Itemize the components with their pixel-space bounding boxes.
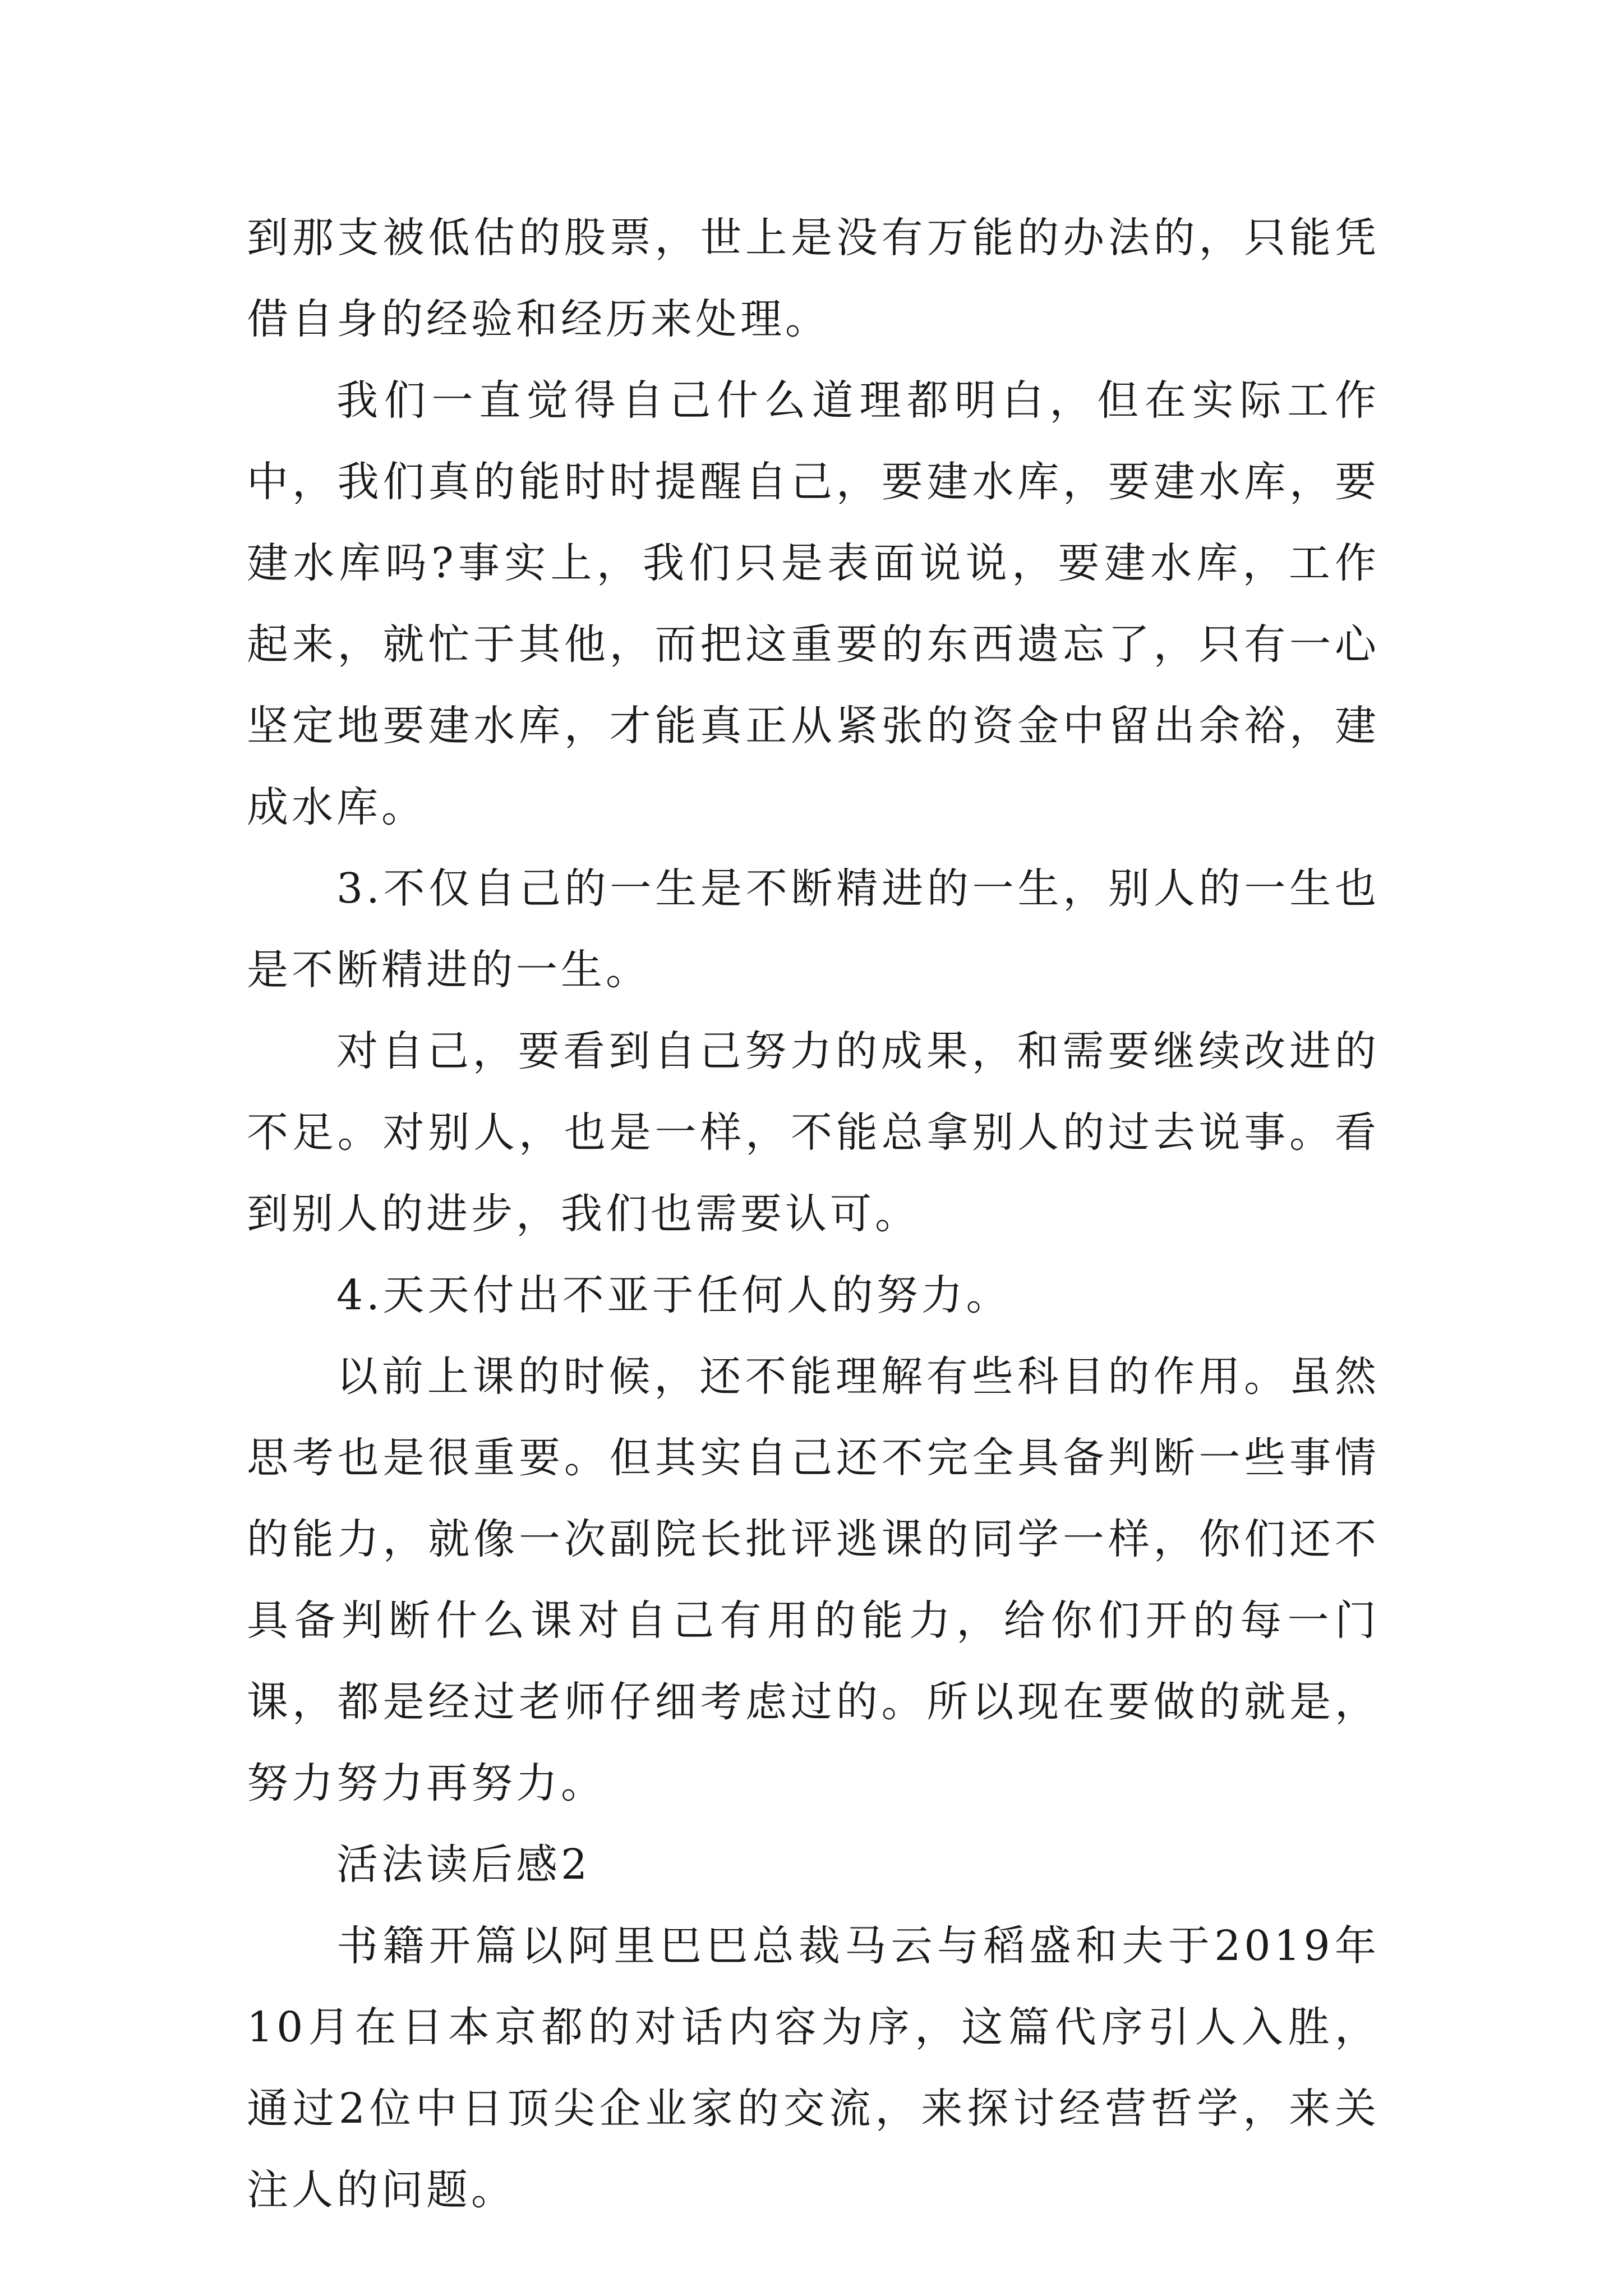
document-body bbox=[247, 197, 1380, 2231]
paragraph-point-3: 3.不仅自己的一生是不断精进的一生，别人的一生也是不断精进的一生。 bbox=[247, 864, 1380, 994]
paragraph-point-4: 4.天天付出不亚于任何人的努力。 bbox=[336, 1271, 1011, 1319]
paragraph-book-intro: 书籍开篇以阿里巴巴总裁马云与稻盛和夫于2019年10月在日本京都的对话内容为序，这篇代序引人入胜，通过2位中日顶尖企业家的交流，来探讨经营哲学，来关注人的问题。 bbox=[247, 1922, 1380, 2214]
paragraph-reservoir: 我们一直觉得自己什么道理都明白，但在实际工作中，我们真的能时时提醒自己，要建水库，要建水库，要建水库吗?事实上，我们只是表面说说，要建水库，工作起来，就忙于其他，而把这重要的东西遗忘了，只有一心坚定地要建水库，才能真正从紧张的资金中留出余裕，建成水库。 bbox=[247, 376, 1380, 831]
paragraph-continuation: 到那支被低估的股票，世上是没有万能的办法的，只能凭借自身的经验和经历来处理。 bbox=[247, 214, 1380, 343]
paragraph-self-and-others: 对自己，要看到自己努力的成果，和需要继续改进的不足。对别人，也是一样，不能总拿别人的过去说事。看到别人的进步，我们也需要认可。 bbox=[247, 1027, 1380, 1238]
section-heading: 活法读后感2 bbox=[336, 1841, 591, 1889]
paragraph-classes: 以前上课的时候，还不能理解有些科目的作用。虽然思考也是很重要。但其实自己还不完全具备判断一些事情的能力，就像一次副院长批评逃课的同学一样，你们还不具备判断什么课对自己有用的能力，给你们开的每一门课，都是经过老师仔细考虑过的。所以现在要做的就是，努力努力再努力。 bbox=[247, 1352, 1380, 1807]
